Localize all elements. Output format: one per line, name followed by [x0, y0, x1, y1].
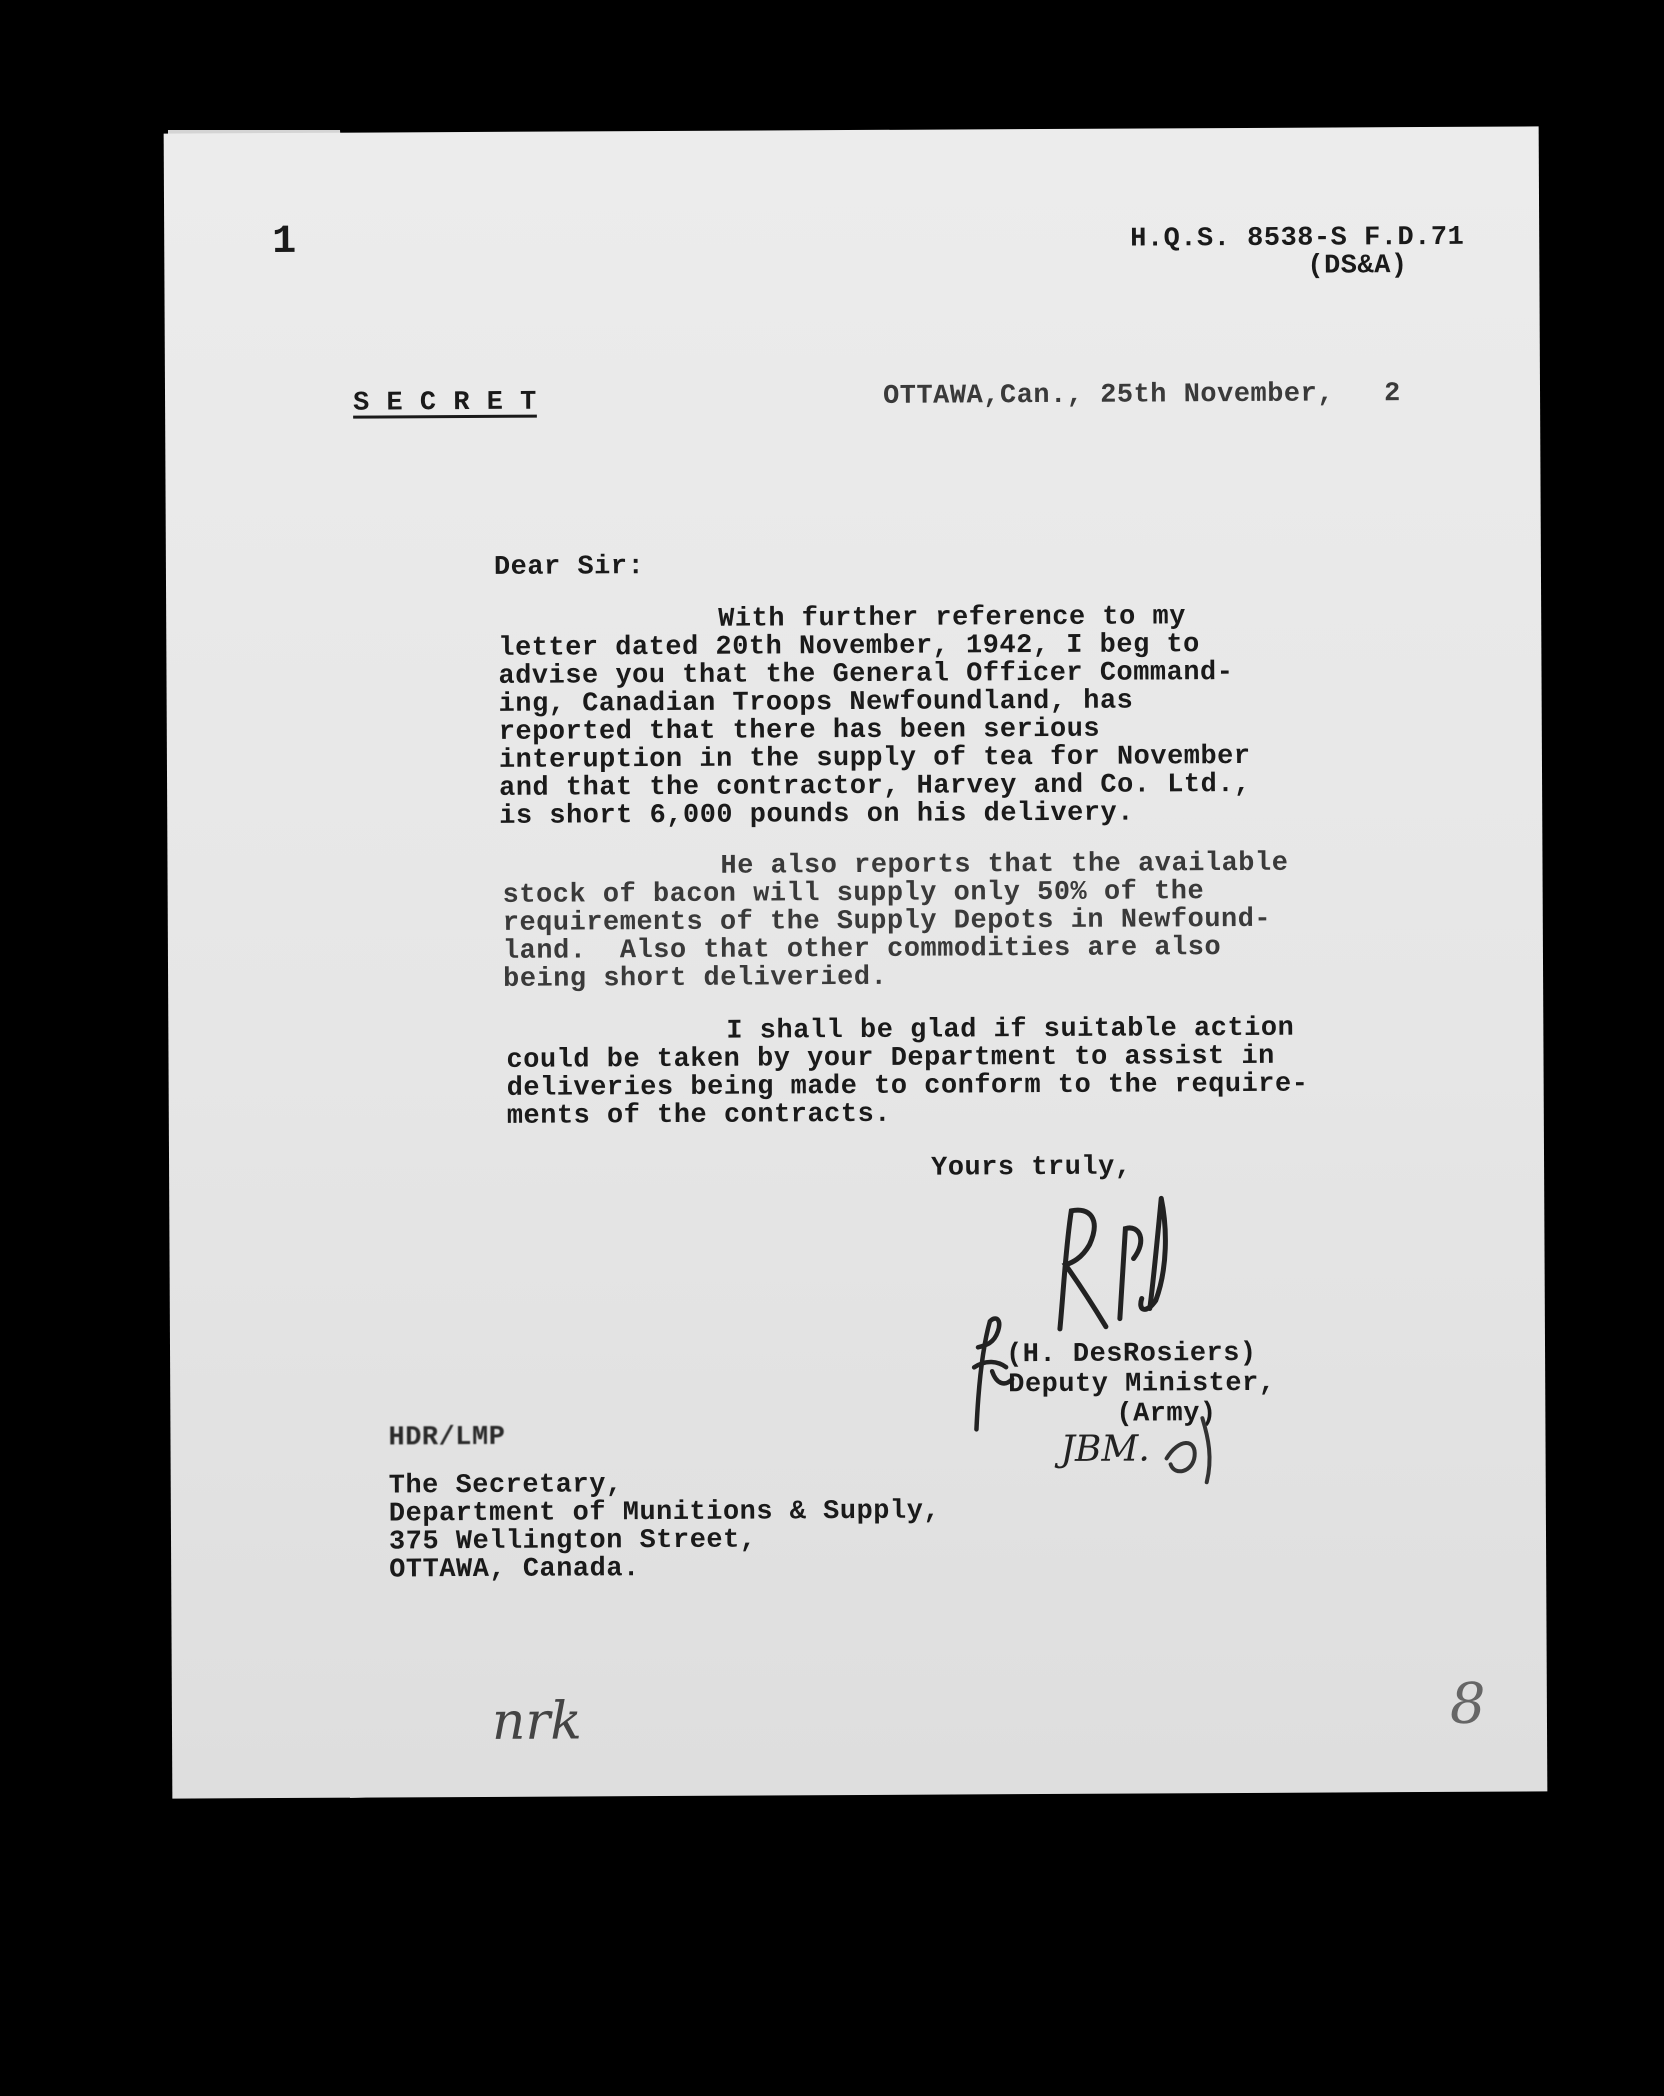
paragraph-line: requirements of the Supply Depots in Newfound- — [502, 904, 1272, 939]
paragraph-line: deliveries being made to conform to the require- — [506, 1069, 1309, 1104]
paragraph-line: ments of the contracts. — [506, 1099, 892, 1132]
page-number: 8 — [1449, 1671, 1486, 1737]
salutation: Dear Sir: — [493, 552, 645, 583]
reference-initials: HDR/LMP — [388, 1422, 506, 1454]
paragraph-line: could be taken by your Department to assist in — [506, 1041, 1275, 1076]
paragraph-line: being short deliveried. — [503, 962, 888, 995]
paragraph-line: ing, Canadian Troops Newfoundland, has — [498, 686, 1134, 720]
letter-page — [164, 126, 1548, 1798]
paragraph-line: stock of bacon will supply only 50% of the — [502, 877, 1205, 911]
paragraph-line: land. Also that other commodities are also — [502, 933, 1222, 967]
paragraph-line: advise you that the General Officer Command- — [498, 658, 1234, 692]
paragraph-line: I shall be glad if suitable action — [726, 1013, 1295, 1047]
paragraph-line: With further reference to my — [718, 602, 1186, 635]
date-line: OTTAWA,Can., 25th November, 2 — [882, 379, 1401, 412]
handwritten-initials: JBM. — [1060, 1428, 1150, 1470]
signatory-name: (H. DesRosiers) — [1005, 1338, 1257, 1371]
paragraph-line: is short 6,000 pounds on his delivery. — [499, 798, 1135, 832]
signatory-branch: (Army) — [1116, 1399, 1217, 1430]
signatory-title: Deputy Minister, — [1008, 1368, 1276, 1401]
handwritten-signature — [1049, 1188, 1190, 1339]
addressee-line: OTTAWA, Canada. — [389, 1554, 640, 1586]
handwritten-scribble — [1158, 1398, 1228, 1488]
paragraph-line: letter dated 20th November, 1942, I beg to — [498, 630, 1200, 664]
handwritten-annotation: nrk — [491, 1691, 582, 1752]
addressee-line: 375 Wellington Street, — [388, 1525, 757, 1558]
closing: Yours truly, — [931, 1152, 1132, 1184]
file-reference: H.Q.S. 8538-S F.D.71 — [1130, 222, 1465, 255]
file-reference-sub: (DS&A) — [1307, 251, 1408, 282]
addressee-line: Department of Munitions & Supply, — [388, 1496, 941, 1530]
addressee-line: The Secretary, — [388, 1470, 623, 1502]
paragraph-line: interuption in the supply of tea for November — [498, 741, 1251, 776]
paragraph-line: He also reports that the available — [720, 848, 1289, 882]
paragraph-line: reported that there has been serious — [498, 714, 1101, 748]
corner-mark: 1 — [272, 219, 297, 266]
classification-stamp: S E C R E T — [352, 387, 537, 419]
paragraph-line: and that the contractor, Harvey and Co. Ltd., — [499, 769, 1251, 804]
